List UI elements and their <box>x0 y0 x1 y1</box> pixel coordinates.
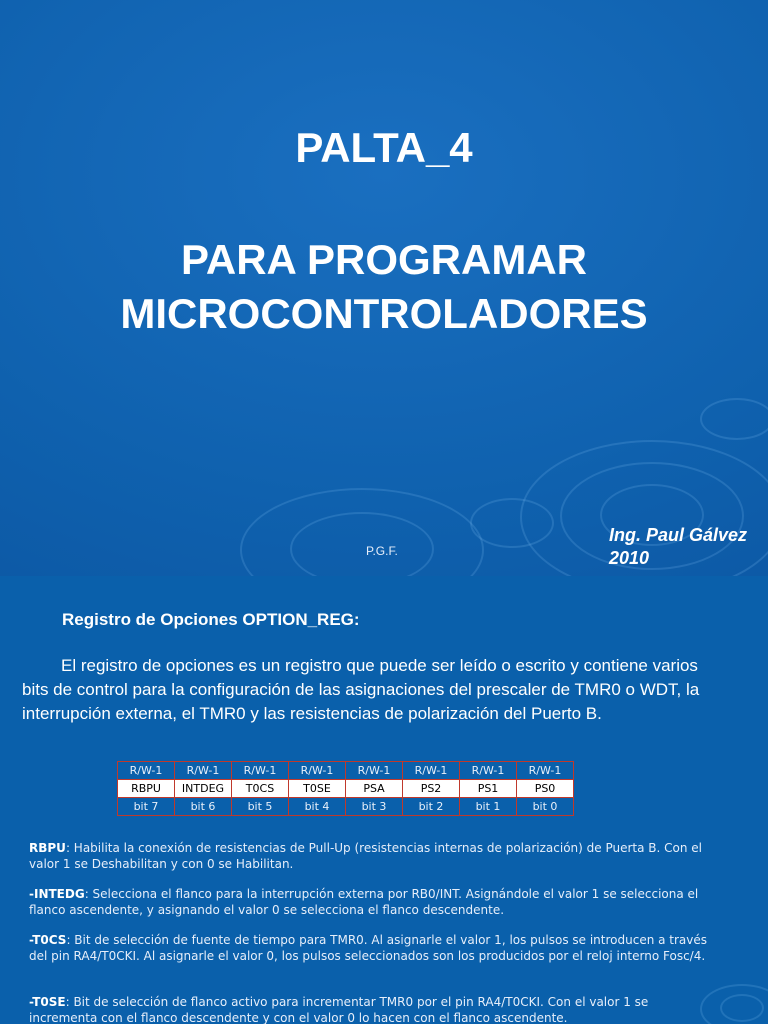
bit-index-cell: bit 4 <box>289 798 346 816</box>
intro-paragraph: El registro de opciones es un registro que puede ser leído o escrito y contiene varios bits de control para la configuración de las asignaciones del prescaler de TMR0 o WDT, la interrupción externa, el TMR0 y las resistencias de polarización del Puerto B. <box>22 656 700 723</box>
rw-row <box>118 762 574 780</box>
description-text: : Bit de selección de flanco activo para incrementar TMR0 por el pin RA4/T0CKI. Con el valor 1 se incrementa con el flanco descendente y con el valor 0 lo hacen con el flanco ascendente. <box>29 995 649 1024</box>
description-intedg <box>29 886 719 918</box>
description-term: -INTEDG <box>29 887 85 901</box>
ripple-decoration <box>720 994 764 1022</box>
bit-index-cell: bit 7 <box>118 798 175 816</box>
bit-name-cell: RBPU <box>118 780 175 798</box>
presentation-title: PALTA_4 <box>295 124 473 171</box>
bit-name-cell: PS2 <box>403 780 460 798</box>
author-name: Ing. Paul Gálvez <box>609 525 748 545</box>
bit-index-cell: bit 1 <box>460 798 517 816</box>
bit-name-cell: PS1 <box>460 780 517 798</box>
bit-name-row <box>118 780 574 798</box>
bit-index-cell: bit 5 <box>232 798 289 816</box>
bit-name-cell: PSA <box>346 780 403 798</box>
rw-cell: R/W-1 <box>403 762 460 780</box>
option-reg-table <box>117 761 574 816</box>
footer-initials: P.G.F. <box>366 544 398 558</box>
description-term: -T0CS <box>29 933 67 947</box>
rw-cell: R/W-1 <box>460 762 517 780</box>
description-t0se <box>29 994 719 1024</box>
description-t0cs <box>29 932 719 964</box>
rw-cell: R/W-1 <box>517 762 574 780</box>
bit-name-cell: INTDEG <box>175 780 232 798</box>
author-block <box>609 524 747 570</box>
bit-index-cell: bit 6 <box>175 798 232 816</box>
rw-cell: R/W-1 <box>289 762 346 780</box>
rw-cell: R/W-1 <box>118 762 175 780</box>
subtitle-line-2: MICROCONTROLADORES <box>120 290 648 337</box>
author-year: 2010 <box>609 548 650 568</box>
rw-cell: R/W-1 <box>175 762 232 780</box>
ripple-decoration <box>700 398 768 440</box>
description-text: : Habilita la conexión de resistencias de Pull-Up (resistencias internas de polarización) de Puerta B. Con el valor 1 se Deshabilitan y con 0 se Habilitan. <box>29 841 702 871</box>
rw-cell: R/W-1 <box>232 762 289 780</box>
ripple-decoration <box>290 512 434 576</box>
description-rbpu <box>29 840 719 872</box>
bit-index-cell: bit 0 <box>517 798 574 816</box>
bit-name-cell: T0SE <box>289 780 346 798</box>
content-slide <box>0 576 768 1024</box>
bit-name-cell: T0CS <box>232 780 289 798</box>
description-term: -T0SE <box>29 995 66 1009</box>
bit-name-cell: PS0 <box>517 780 574 798</box>
description-term: RBPU <box>29 841 66 855</box>
bit-index-cell: bit 3 <box>346 798 403 816</box>
section-heading: Registro de Opciones OPTION_REG: <box>62 610 360 629</box>
description-text: : Selecciona el flanco para la interrupción externa por RB0/INT. Asignándole el valor 1 se selecciona el flanco ascendente, y asignando el valor 0 se selecciona el flanco descendente. <box>29 887 699 917</box>
rw-cell: R/W-1 <box>346 762 403 780</box>
subtitle-line-1: PARA PROGRAMAR <box>181 236 587 283</box>
bit-index-row <box>118 798 574 816</box>
description-text: : Bit de selección de fuente de tiempo para TMR0. Al asignarle el valor 1, los pulsos se introducen a través del pin RA4/T0CKI. Al asignarle el valor 0, los pulsos seleccionados son los producidos por el reloj interno Fosc/4. <box>29 933 708 963</box>
bit-index-cell: bit 2 <box>403 798 460 816</box>
